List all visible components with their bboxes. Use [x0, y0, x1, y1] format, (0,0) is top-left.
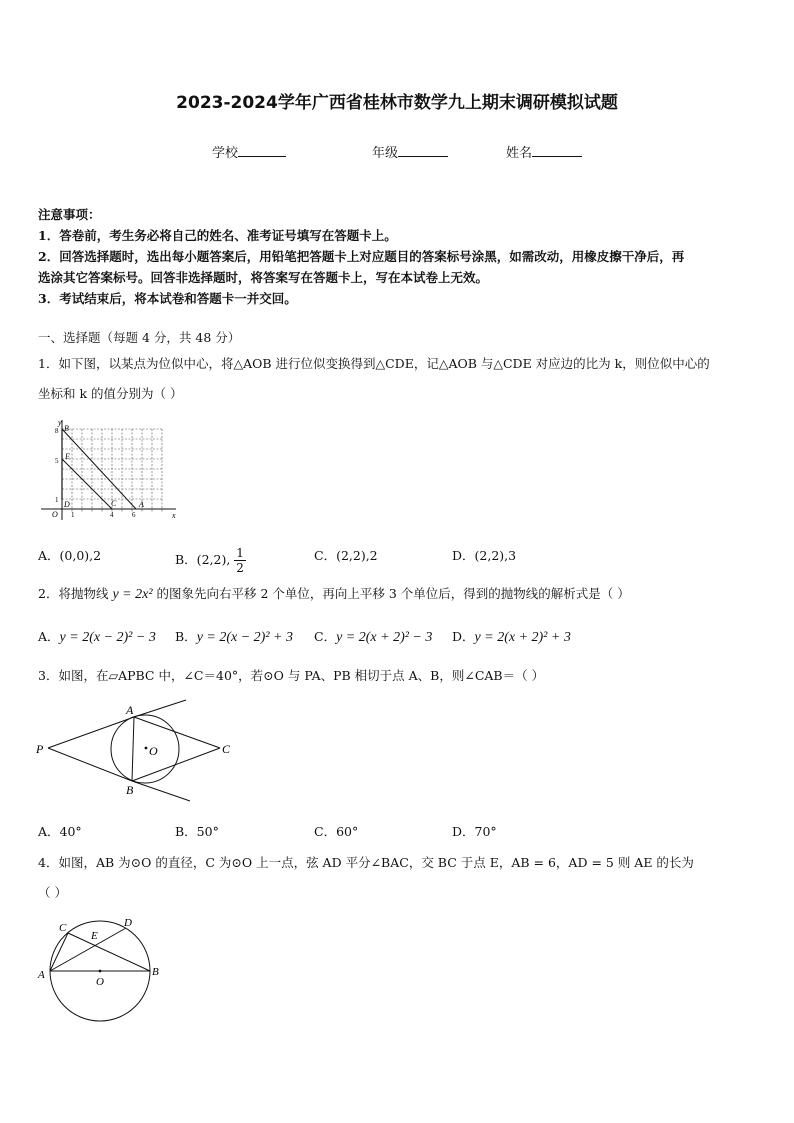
- q4-stem-line2: （ ）: [38, 885, 67, 900]
- grade-label: 年级: [372, 146, 399, 161]
- grade-field: [372, 142, 448, 161]
- tangent-extension-a: [134, 700, 186, 717]
- segment-pb: [48, 748, 132, 781]
- label-p: P: [36, 742, 44, 756]
- label-y: y: [58, 418, 62, 427]
- note-item: 1．答卷前，考生务必将自己的姓名、准考证号填写在答题卡上。: [38, 228, 397, 243]
- q1-option-c: C．(2,2),2: [314, 548, 378, 563]
- label-b: B: [64, 424, 69, 433]
- note-item: 3．考试结束后，将本试卷和答题卡一并交回。: [38, 291, 297, 306]
- label-a: A: [126, 703, 134, 717]
- q2-option-b-label: B．: [175, 629, 197, 644]
- q2-option-a-formula: y = 2(x − 2)² − 3: [59, 630, 156, 645]
- label-d: D: [124, 917, 132, 929]
- q2-option-d: [452, 627, 571, 646]
- label-d: D: [64, 500, 70, 509]
- q2-option-b-formula: y = 2(x − 2)² + 3: [196, 630, 293, 645]
- q1-option-b-fraction: [234, 546, 246, 575]
- q3-option-d: D．70°: [452, 824, 497, 839]
- circle-o: [111, 715, 179, 783]
- segment-pa: [48, 717, 134, 748]
- label-c: C: [111, 499, 117, 508]
- q3-geometry-figure: [34, 696, 244, 806]
- note-item: 选涂其它答案标号。回答非选择题时，将答案写在答题卡上，写在本试卷上无效。: [38, 270, 489, 285]
- q1-option-d: D．(2,2),3: [452, 548, 517, 563]
- center-point: [99, 970, 102, 973]
- q2-option-a: [38, 627, 156, 646]
- tick-1-y: 1: [55, 496, 59, 504]
- q4-stem-line1: 4．如图，AB 为⊙O 的直径，C 为⊙O 上一点，弦 AD 平分∠BAC，交 BC 于点 E，AB = 6，AD = 5 则 AE 的长为: [38, 855, 694, 870]
- fraction-denominator: 2: [236, 561, 244, 575]
- q2-option-c-label: C．: [314, 629, 337, 644]
- q3-option-c: C．60°: [314, 824, 359, 839]
- q1-option-a: A．(0,0),2: [38, 548, 102, 563]
- label-a: A: [139, 500, 144, 509]
- q1-stem-line2: 坐标和 k 的值分别为（ ）: [38, 386, 183, 401]
- label-e: E: [91, 930, 98, 942]
- tick-6: 6: [132, 511, 136, 519]
- q2-option-c-formula: y = 2(x + 2)² − 3: [336, 630, 433, 645]
- segment-bc: [132, 748, 220, 781]
- q2-option-b: [175, 627, 293, 646]
- name-blank: [532, 144, 582, 157]
- chord-ac: [50, 933, 68, 971]
- label-o: O: [52, 510, 58, 519]
- tangent-extension-b: [132, 781, 190, 801]
- tick-1-x: 1: [71, 511, 75, 519]
- q1-option-b-text: B．(2,2),: [175, 552, 231, 567]
- q3-option-b: B．50°: [175, 824, 219, 839]
- notes-heading: 注意事项：: [38, 207, 101, 222]
- q2-option-d-formula: y = 2(x + 2)² + 3: [474, 630, 571, 645]
- grade-blank: [398, 144, 448, 157]
- school-blank: [238, 144, 286, 157]
- label-e: E: [65, 452, 70, 461]
- q1-stem-line1: 1．如下图，以某点为位似中心，将△AOB 进行位似变换得到△CDE，记△AOB 与△CDE 对应边的比为 k，则位似中心的: [38, 356, 710, 371]
- note-item: 2．回答选择题时，选出每小题答案后，用铅笔把答题卡上对应题目的答案标号涂黑，如需改动，用橡皮擦干净后，再: [38, 249, 685, 264]
- q2-option-d-label: D．: [452, 629, 475, 644]
- chord-ad: [50, 928, 126, 971]
- tick-8: 8: [55, 427, 59, 435]
- name-label: 姓名: [506, 146, 533, 161]
- q2-stem-a: 2．将抛物线: [38, 586, 109, 601]
- segment-ac: [134, 717, 220, 748]
- q3-option-a: A．40°: [38, 824, 82, 839]
- center-point: [145, 747, 148, 750]
- q2-option-a-label: A．: [38, 629, 60, 644]
- q2-stem-b: 的图象先向右平移 2 个单位，再向上平移 3 个单位后，得到的抛物线的解析式是（ ）: [156, 586, 630, 601]
- q1-option-b: [175, 546, 246, 575]
- notes-block: [38, 204, 758, 309]
- page-title: 2023-2024学年广西省桂林市数学九上期末调研模拟试题: [176, 93, 618, 113]
- section-title: 一、选择题（每题 4 分，共 48 分）: [38, 330, 241, 345]
- q3-stem: 3．如图，在▱APBC 中，∠C＝40°，若⊙O 与 PA、PB 相切于点 A、B，则∠CAB＝（ ）: [38, 668, 545, 683]
- q4-circle-figure: [34, 912, 174, 1052]
- school-label: 学校: [212, 146, 239, 161]
- label-b: B: [126, 783, 134, 797]
- fraction-numerator: 1: [236, 546, 244, 560]
- label-a: A: [38, 969, 45, 981]
- q2-option-c: [314, 627, 432, 646]
- label-o: O: [96, 976, 104, 988]
- label-c: C: [222, 742, 231, 756]
- label-o: O: [149, 744, 158, 758]
- school-field: [212, 142, 286, 161]
- name-field: [506, 142, 582, 161]
- q1-coordinate-figure: [38, 416, 183, 522]
- label-b: B: [152, 966, 159, 978]
- label-c: C: [59, 922, 67, 934]
- q2-stem-formula: y = 2x²: [112, 587, 153, 602]
- label-x: x: [172, 511, 176, 520]
- tick-5: 5: [55, 457, 59, 465]
- tick-4: 4: [110, 511, 114, 519]
- q2-stem: [38, 584, 630, 603]
- segment-ab: [132, 717, 134, 781]
